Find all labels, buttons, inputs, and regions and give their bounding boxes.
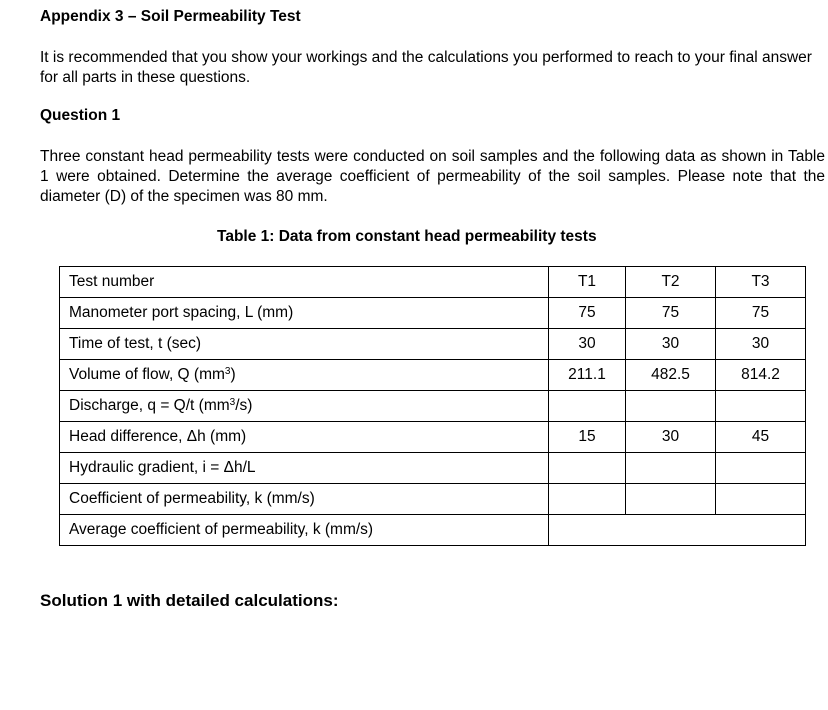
row-label: Manometer port spacing, L (mm) [60,298,549,329]
table-row-port-spacing [60,298,806,329]
row-label: Coefficient of permeability, k (mm/s) [60,484,549,515]
cell-average-value [549,515,806,546]
cell-t1: T1 [549,267,626,298]
solution-title: Solution 1 with detailed calculations: [40,591,339,610]
table-caption: Table 1: Data from constant head permeability tests [217,228,597,245]
table-row-hydraulic-gradient [60,453,806,484]
table-row-test-number [60,267,806,298]
cell-t2: 30 [626,422,716,453]
cell-t2: 75 [626,298,716,329]
cell-t3 [716,453,806,484]
table-row-average-coefficient [60,515,806,546]
cell-t3: 30 [716,329,806,360]
table-row-volume [60,360,806,391]
cell-t3 [716,391,806,422]
cell-t2: 30 [626,329,716,360]
cell-t2 [626,453,716,484]
intro-paragraph: It is recommended that you show your workings and the calculations you performed to reach to your final answer for all parts in these questions. [40,49,812,86]
cell-t3: 45 [716,422,806,453]
cell-t1 [549,391,626,422]
cell-t3: 75 [716,298,806,329]
cell-t3 [716,484,806,515]
cell-t1: 30 [549,329,626,360]
cell-t1 [549,453,626,484]
table-row-head-difference [60,422,806,453]
row-label: Discharge, q = Q/t $(mm^3/s)$ [60,391,549,422]
row-label: Test number [60,267,549,298]
cell-t1: 211.1 [549,360,626,391]
permeability-data-table [59,266,806,546]
row-label: Head difference, Δh (mm) [60,422,549,453]
table-row-coefficient [60,484,806,515]
question-body: Three constant head permeability tests were conducted on soil samples and the following data as shown in Table 1 were obtained. Determine the average coefficient of permeability of the soil samples. Please note that the diameter (D) of the specimen was 80 mm. [40,148,825,205]
cell-t3: T3 [716,267,806,298]
cell-t2 [626,484,716,515]
row-label: Average coefficient of permeability, k (mm/s) [60,515,549,546]
appendix-heading: Appendix 3 – Soil Permeability Test [40,8,301,25]
cell-t1 [549,484,626,515]
cell-t2: T2 [626,267,716,298]
table-row-time [60,329,806,360]
cell-t1: 15 [549,422,626,453]
question-title: Question 1 [40,107,121,124]
row-label: Time of test, t (sec) [60,329,549,360]
cell-t2: 482.5 [626,360,716,391]
cell-t1: 75 [549,298,626,329]
row-label: Hydraulic gradient, i = Δh/L [60,453,549,484]
cell-t3: 814.2 [716,360,806,391]
row-label: Volume of flow, Q $(mm^3)$ [60,360,549,391]
table-row-discharge [60,391,806,422]
cell-t2 [626,391,716,422]
